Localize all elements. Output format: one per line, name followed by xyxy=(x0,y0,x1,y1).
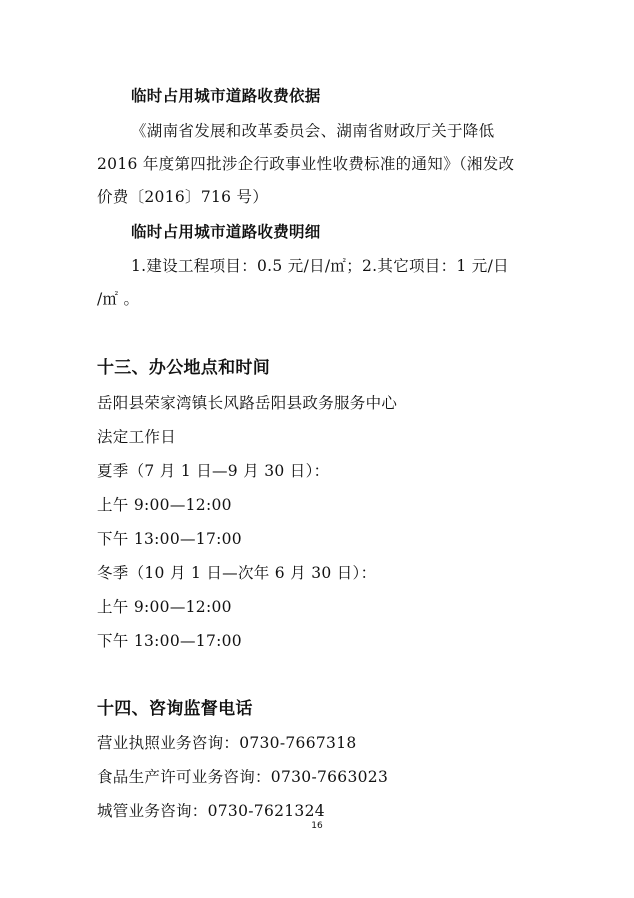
section-13-heading: 十三、办公地点和时间 xyxy=(97,358,270,378)
phone-business-license: 营业执照业务咨询：0730-7667318 xyxy=(97,734,357,752)
fee-basis-line-2: 2016 年度第四批涉企行政事业性收费标准的通知》（湘发改 xyxy=(97,155,515,173)
summer-afternoon: 下午 13:00—17:00 xyxy=(97,530,242,548)
page-number: 16 xyxy=(311,821,323,831)
summer-label: 夏季（7 月 1 日—9 月 30 日）： xyxy=(97,462,330,480)
winter-afternoon: 下午 13:00—17:00 xyxy=(97,632,242,650)
workday-label: 法定工作日 xyxy=(97,428,177,446)
phone-urban-management: 城管业务咨询：0730-7621324 xyxy=(97,802,325,820)
office-address: 岳阳县荣家湾镇长风路岳阳县政务服务中心 xyxy=(97,394,398,412)
fee-detail-line-2: /㎡ 。 xyxy=(97,290,140,308)
fee-basis-title: 临时占用城市道路收费依据 xyxy=(131,87,321,105)
phone-food-production: 食品生产许可业务咨询：0730-7663023 xyxy=(97,768,389,786)
winter-morning: 上午 9:00—12:00 xyxy=(97,598,232,616)
fee-detail-title: 临时占用城市道路收费明细 xyxy=(131,223,321,241)
fee-detail-line-1: 1.建设工程项目：0.5 元/日/㎡；2.其它项目：1 元/日 xyxy=(131,257,509,275)
summer-morning: 上午 9:00—12:00 xyxy=(97,496,232,514)
section-14-heading: 十四、咨询监督电话 xyxy=(97,699,253,719)
winter-label: 冬季（10 月 1 日—次年 6 月 30 日）： xyxy=(97,564,377,582)
fee-basis-line-1: 《湖南省发展和改革委员会、湖南省财政厅关于降低 xyxy=(131,122,495,140)
fee-basis-line-3: 价费〔2016〕716 号） xyxy=(97,188,269,206)
